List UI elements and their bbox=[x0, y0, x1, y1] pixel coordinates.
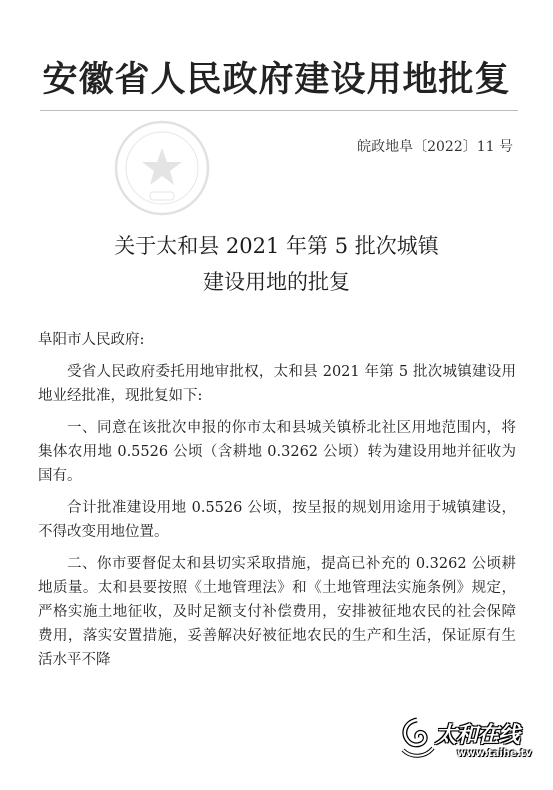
document-title-line-2: 建设用地的批复 bbox=[203, 270, 350, 294]
body-paragraph: 二、你市要督促太和县切实采取措施，提高已补充的 0.3262 公顷耕地质量。太和县要按照《土地管理法》和《土地管理法实施条例》规定，严格实施土地征收，及时足额支付补偿费用，安排被征地农民的社会保障费用，落实安置措施，妥善解决好被征地农民的生产和生活，保证原有生活水平不降 bbox=[38, 556, 516, 668]
site-watermark bbox=[397, 714, 537, 774]
document-number: 皖政地阜〔2022〕11 号 bbox=[357, 139, 513, 155]
addressee: 阜阳市人民政府: bbox=[38, 332, 145, 348]
body-paragraph: 合计批准建设用地 0.5526 公顷，按呈报的规划用途用于城镇建设，不得改变用地位置。 bbox=[38, 500, 516, 540]
watermark-url: www.taihe.tv bbox=[457, 748, 532, 759]
body-paragraph: 受省人民政府委托用地审批权，太和县 2021 年第 5 批次城镇建设用地业经批准，现批复如下: bbox=[38, 364, 516, 404]
document-title bbox=[0, 228, 553, 300]
swirl-logo-icon bbox=[397, 714, 437, 762]
document-title-line-1: 关于太和县 2021 年第 5 批次城镇 bbox=[114, 234, 439, 258]
official-seal-icon bbox=[112, 118, 212, 218]
document-header-title: 安徽省人民政府建设用地批复 bbox=[42, 60, 511, 100]
body-paragraph: 一、同意在该批次申报的你市太和县城关镇桥北社区用地范围内，将集体农用地 0.5526 公顷（含耕地 0.3262 公顷）转为建设用地并征收为国有。 bbox=[38, 420, 516, 484]
document-body bbox=[38, 360, 516, 680]
watermark-brand: 太和在线 bbox=[435, 723, 520, 748]
header-divider bbox=[40, 110, 518, 111]
